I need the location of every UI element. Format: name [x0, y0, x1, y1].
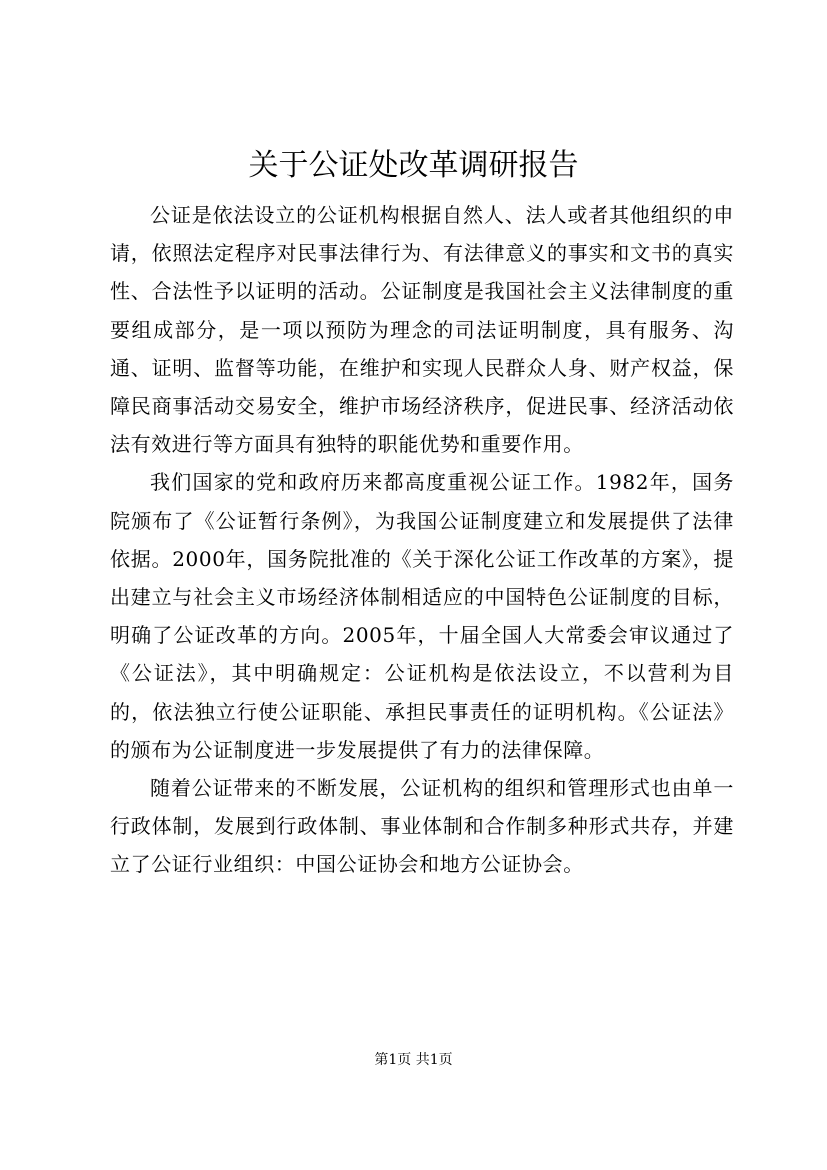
document-title: 关于公证处改革调研报告 — [248, 148, 579, 183]
paragraph: 随着公证带来的不断发展，公证机构的组织和管理形式也由单一行政体制，发展到行政体制、事业体制和合作制多种形式共存，并建立了公证行业组织：中国公证协会和地方公证协会。 — [110, 776, 734, 877]
paragraph: 公证是依法设立的公证机构根据自然人、法人或者其他组织的申请，依照法定程序对民事法律行为、有法律意义的事实和文书的真实性、合法性予以证明的活动。公证制度是我国社会主义法律制度的重要组成部分，是一项以预防为理念的司法证明制度，具有服务、沟通、证明、监督等功能，在维护和实现人民群众人身、财产权益，保障民商事活动交易安全，维护市场经济秩序，促进民事、经济活动依法有效进行等方面具有独特的职能优势和重要作用。 — [110, 203, 734, 457]
page-number-footer: 第1页 共1页 — [374, 1052, 453, 1068]
document-body — [110, 196, 734, 884]
paragraph: 我们国家的党和政府历来都高度重视公证工作。1982年，国务院颁布了《公证暂行条例》，为我国公证制度建立和发展提供了法律依据。2000年，国务院批准的《关于深化公证工作改革的方案》，提出建立与社会主义市场经济体制相适应的中国特色公证制度的目标，明确了公证改革的方向。2005年，十届全国人大常委会审议通过了《公证法》，其中明确规定：公证机构是依法设立，不以营利为目的，依法独立行使公证职能、承担民事责任的证明机构。《公证法》的颁布为公证制度进一步发展提供了有力的法律保障。 — [110, 470, 734, 762]
